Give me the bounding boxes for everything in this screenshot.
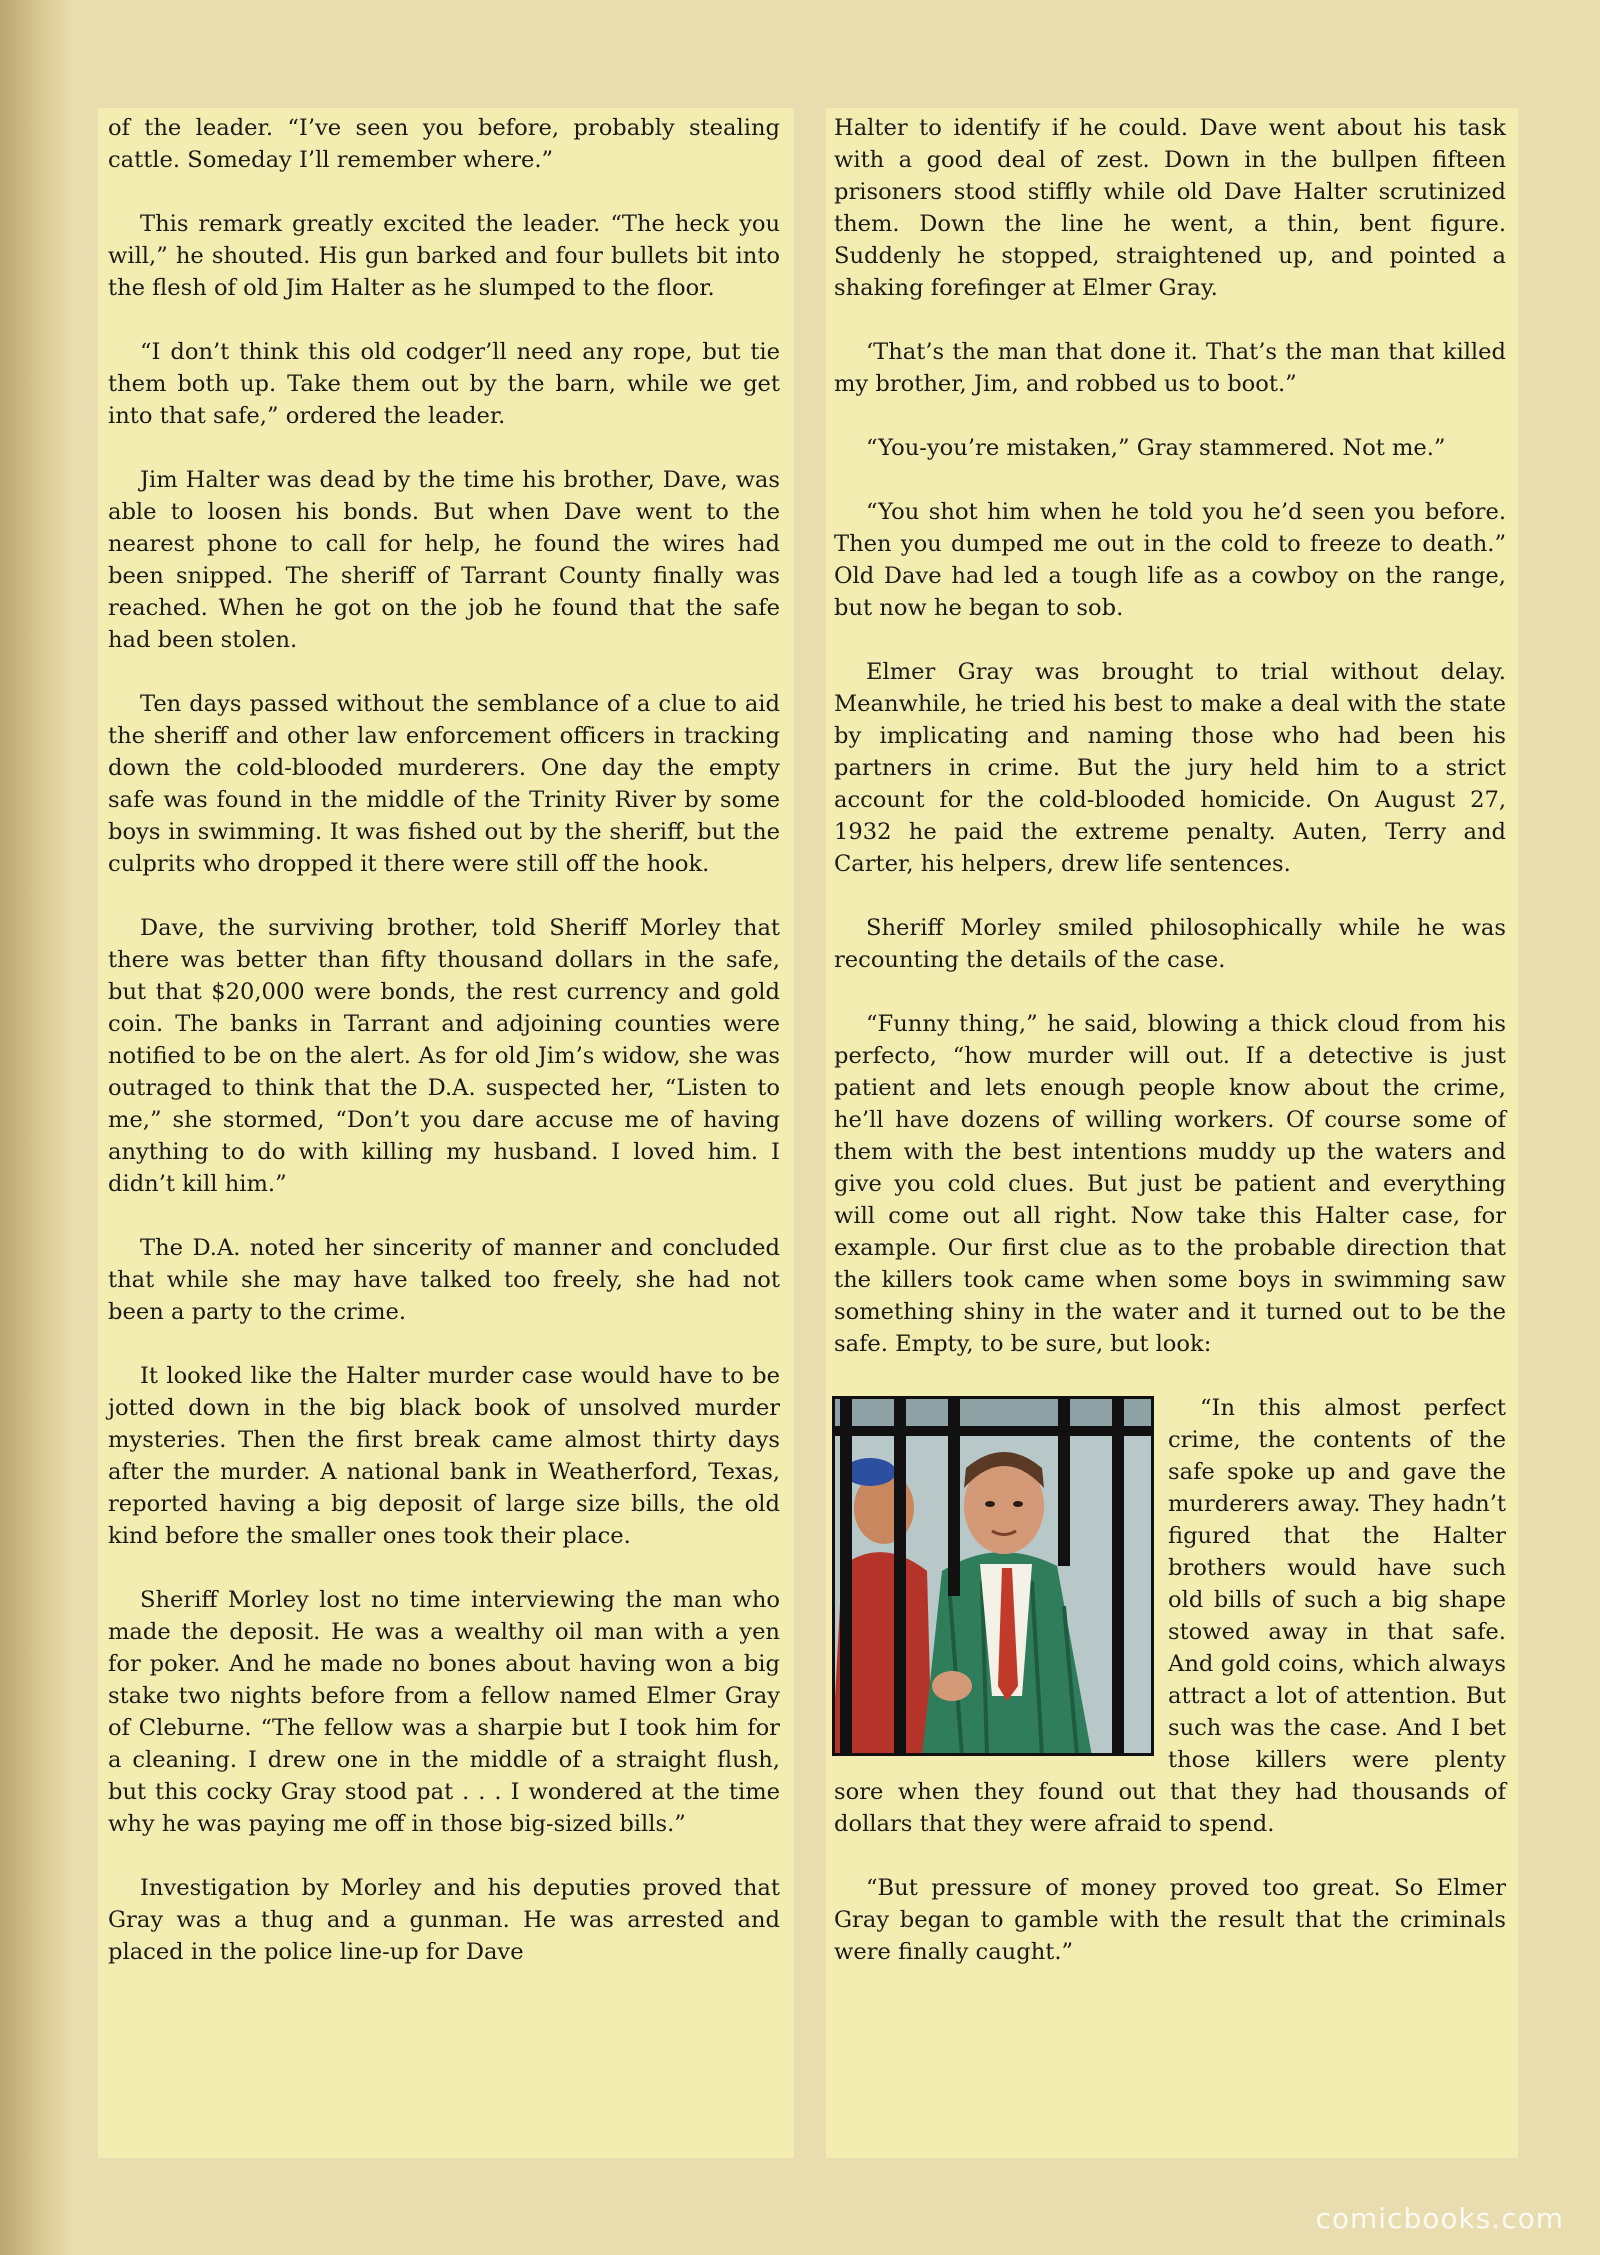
paragraph: “In this almost perfect crime, the contents of the safe spoke up and gave the murderers away. They hadn’t figured that the Halter brothers would have such old bills of such a big shape stowed away in that safe. And gold coins, which always attract a lot of attention. But such was the case. And I bet those killers were plenty sore when they found out that they had thousands of dollars that they were afraid to spend.	[834, 1395, 1506, 1837]
paragraph: Jim Halter was dead by the time his brother, Dave, was able to loosen his bonds. But when Dave went to the nearest phone to call for help, he found the wires had been snipped. The sheriff of Tarrant County finally was reached. When he got on the job he found that the safe had been stolen.	[108, 467, 780, 653]
paragraph: “You-you’re mistaken,” Gray stammered. Not me.”	[866, 435, 1446, 461]
left-text-column	[108, 112, 780, 2000]
paragraph: Sheriff Morley lost no time interviewing the man who made the deposit. He was a wealthy oil man with a yen for poker. And he made no bones about having won a big stake two nights before from a fellow named Elmer Gray of Cleburne. “The fellow was a sharpie but I took him for a cleaning. I drew one in the middle of a straight flush, but this cocky Gray stood pat . . . I wondered at the time why he was paying me off in those big-sized bills.”	[108, 1587, 780, 1837]
paragraph: The D.A. noted her sincerity of manner and concluded that while she may have talked too freely, she had not been a party to the crime.	[108, 1235, 780, 1325]
paragraph: of the leader. “I’ve seen you before, probably stealing cattle. Someday I’ll remember where.”	[108, 115, 780, 173]
right-text-column	[834, 112, 1506, 2000]
paragraph: “I don’t think this old codger’ll need any rope, but tie them both up. Take them out by the barn, while we get into that safe,” ordered the leader.	[108, 339, 780, 429]
paragraph: This remark greatly excited the leader. “The heck you will,” he shouted. His gun barked and four bullets bit into the flesh of old Jim Halter as he slumped to the floor.	[108, 211, 780, 301]
paragraph: “But pressure of money proved too great. So Elmer Gray began to gamble with the result that the criminals were finally caught.”	[834, 1875, 1506, 1965]
page-gutter-shadow	[0, 0, 68, 2255]
paragraph: Sheriff Morley smiled philosophically while he was recounting the details of the case.	[834, 915, 1506, 973]
site-watermark: comicbooks.com	[1315, 2202, 1564, 2235]
illustration-wrap-area	[834, 1392, 1506, 1968]
paragraph: Elmer Gray was brought to trial without delay. Meanwhile, he tried his best to make a deal with the state by implicating and naming those who had been his partners in crime. But the jury held him to a strict account for the cold-blooded homicide. On August 27, 1932 he paid the extreme penalty. Auten, Terry and Carter, his helpers, drew life sentences.	[834, 659, 1506, 877]
prisoner-in-cell-image	[832, 1396, 1154, 1756]
paragraph: Ten days passed without the semblance of a clue to aid the sheriff and other law enforcement officers in tracking down the cold-blooded murderers. One day the empty safe was found in the middle of the Trinity River by some boys in swimming. It was fished out by the sheriff, but the culprits who dropped it there were still off the hook.	[108, 691, 780, 877]
prisoner-illustration	[832, 1396, 1154, 1756]
paragraph: It looked like the Halter murder case would have to be jotted down in the big black book of unsolved murder mysteries. Then the first break came almost thirty days after the murder. A national bank in Weatherford, Texas, reported having a big deposit of large size bills, the old kind before the smaller ones took their place.	[108, 1363, 780, 1549]
paragraph: “You shot him when he told you he’d seen you before. Then you dumped me out in the cold to freeze to death.” Old Dave had led a tough life as a cowboy on the range, but now he began to sob.	[834, 499, 1506, 621]
paragraph: ‘That’s the man that done it. That’s the man that killed my brother, Jim, and robbed us to boot.”	[834, 339, 1506, 397]
paragraph: Investigation by Morley and his deputies proved that Gray was a thug and a gunman. He was arrested and placed in the police line-up for Dave	[108, 1875, 780, 1965]
paragraph: Dave, the surviving brother, told Sheriff Morley that there was better than fifty thousand dollars in the safe, but that $20,000 were bonds, the rest currency and gold coin. The banks in Tarrant and adjoining counties were notified to be on the alert. As for old Jim’s widow, she was outraged to think that the D.A. suspected her, “Listen to me,” she stormed, “Don’t you dare accuse me of having anything to do with killing my husband. I loved him. I didn’t kill him.”	[108, 915, 780, 1197]
paragraph: Halter to identify if he could. Dave went about his task with a good deal of zest. Down in the bullpen fifteen prisoners stood stiffly while old Dave Halter scrutinized them. Down the line he went, a thin, bent figure. Suddenly he stopped, straightened up, and pointed a shaking forefinger at Elmer Gray.	[834, 115, 1506, 301]
paragraph: “Funny thing,” he said, blowing a thick cloud from his perfecto, “how murder will out. If a detective is just patient and lets enough people know about the crime, he’ll have dozens of willing workers. Of course some of them with the best intentions muddy up the waters and give you cold clues. But just be patient and everything will come out all right. Now take this Halter case, for example. Our first clue as to the probable direction that the killers took came when some boys in swimming saw something shiny in the water and it turned out to be the safe. Empty, to be sure, but look:	[834, 1011, 1506, 1357]
